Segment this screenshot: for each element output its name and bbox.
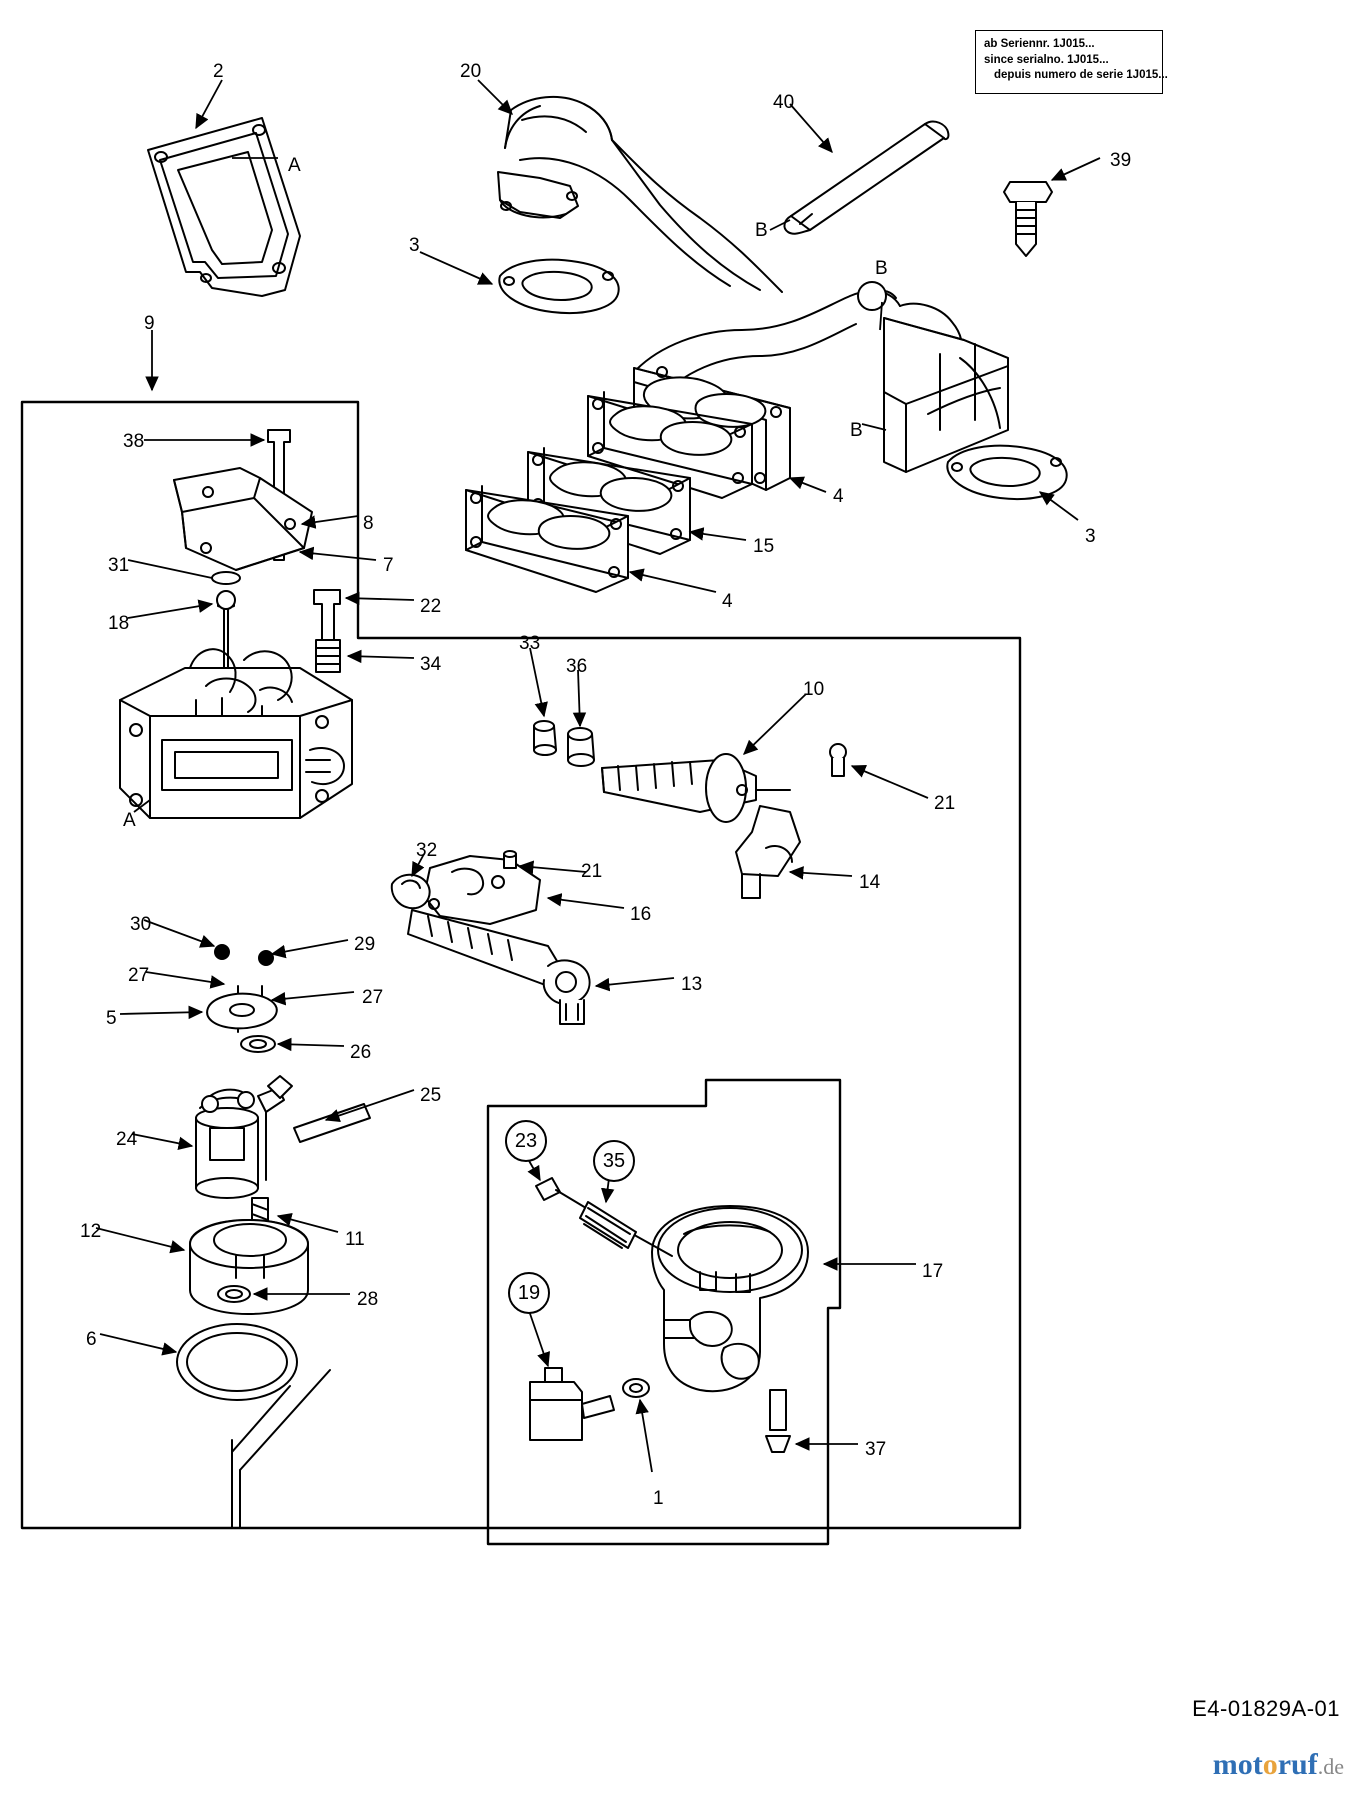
callout-number-18: 18 <box>108 613 130 634</box>
callout-number-32: 32 <box>416 840 438 861</box>
callout-number-24: 24 <box>116 1129 138 1150</box>
callout-number-29: 29 <box>354 934 376 955</box>
watermark-part1: mot <box>1212 1748 1263 1781</box>
watermark-part2: o <box>1262 1748 1278 1781</box>
callout-number-37: 37 <box>865 1439 887 1460</box>
letter-label-A1: A <box>288 155 301 176</box>
callout-number-7: 7 <box>383 555 394 576</box>
circled-callout-35: 35 <box>593 1140 635 1182</box>
callout-number-21a: 21 <box>934 793 956 814</box>
circled-callout-23: 23 <box>505 1120 547 1162</box>
callout-number-12: 12 <box>80 1221 102 1242</box>
callout-number-2: 2 <box>213 61 224 82</box>
callout-number-36: 36 <box>566 656 588 677</box>
callout-number-10: 10 <box>803 679 825 700</box>
callout-number-4a: 4 <box>833 486 844 507</box>
watermark-suffix: .de <box>1317 1754 1344 1779</box>
watermark-logo <box>1213 1748 1344 1782</box>
callout-number-16: 16 <box>630 904 652 925</box>
callout-number-26: 26 <box>350 1042 372 1063</box>
callout-number-3b: 3 <box>1085 526 1096 547</box>
callout-number-34: 34 <box>420 654 442 675</box>
callout-number-1: 1 <box>653 1488 664 1509</box>
callout-number-11: 11 <box>345 1229 365 1250</box>
callout-number-27b: 27 <box>362 987 384 1008</box>
callout-number-39: 39 <box>1110 150 1132 171</box>
letter-label-B1: B <box>755 220 768 241</box>
drawing-number: E4-01829A-01 <box>1192 1696 1340 1721</box>
callout-number-28: 28 <box>357 1289 379 1310</box>
letter-label-A2: A <box>123 810 136 831</box>
callout-number-14: 14 <box>859 872 881 893</box>
callout-number-5: 5 <box>106 1008 117 1029</box>
callout-number-22: 22 <box>420 596 442 617</box>
callout-number-27a: 27 <box>128 965 150 986</box>
serial-note-de: ab Seriennr. 1J015... <box>984 38 1095 50</box>
serial-note-fr: depuis numero de serie 1J015... <box>994 69 1168 82</box>
callout-number-21b: 21 <box>581 861 603 882</box>
callout-number-8: 8 <box>363 513 374 534</box>
callout-number-20: 20 <box>460 61 482 82</box>
callout-number-40: 40 <box>773 92 795 113</box>
callout-number-13: 13 <box>681 974 703 995</box>
circled-callout-19: 19 <box>508 1272 550 1314</box>
callout-number-4b: 4 <box>722 591 733 612</box>
callout-number-17: 17 <box>922 1261 944 1282</box>
callout-number-3a: 3 <box>409 235 420 256</box>
watermark-part3: ruf <box>1277 1748 1318 1781</box>
callout-number-9: 9 <box>144 313 155 334</box>
callout-number-30: 30 <box>130 914 152 935</box>
callout-number-31: 31 <box>108 555 130 576</box>
serial-number-note <box>975 30 1168 94</box>
callout-number-15: 15 <box>753 536 775 557</box>
letter-label-B3: B <box>850 420 863 441</box>
letter-label-B2: B <box>875 258 888 279</box>
callout-number-25: 25 <box>420 1085 442 1106</box>
callout-number-6: 6 <box>86 1329 97 1350</box>
callout-number-38: 38 <box>123 431 145 452</box>
callout-number-33: 33 <box>519 633 541 654</box>
serial-note-en: since serialno. 1J015... <box>984 53 1109 66</box>
